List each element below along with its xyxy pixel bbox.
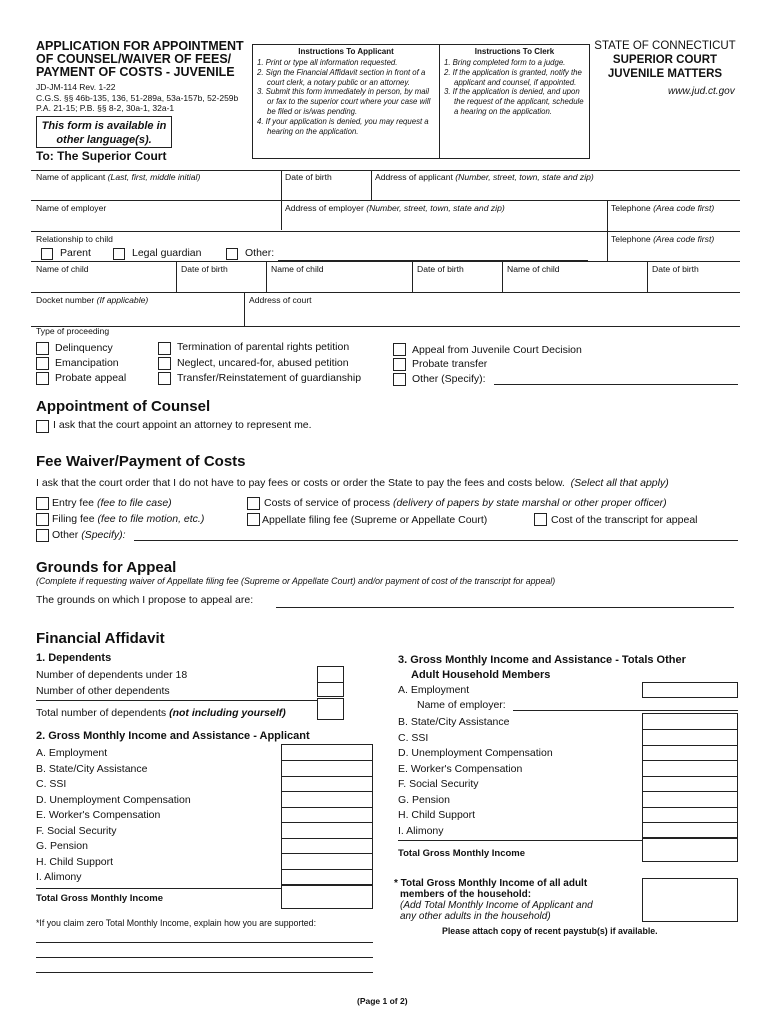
relationship-label: Relationship to child	[36, 234, 113, 244]
court-header	[592, 40, 738, 80]
emancipation-checkbox[interactable]	[36, 357, 49, 370]
fees-heading: Fee Waiver/Payment of Costs	[36, 453, 246, 470]
other-proceeding-checkbox[interactable]	[393, 373, 406, 386]
transfer-guardianship-checkbox[interactable]	[158, 372, 171, 385]
employer-info-input[interactable]	[36, 215, 736, 229]
fees-intro: I ask that the court order that I do not have to pay fees or costs or order the State to pay the fees and costs below. (Select all that apply)	[36, 477, 669, 489]
other-proceeding-input[interactable]	[494, 384, 738, 385]
household-employer-input[interactable]	[513, 710, 738, 711]
transcript-cost-checkbox[interactable]	[534, 513, 547, 526]
instructions-clerk-title: Instructions To Clerk	[474, 47, 555, 56]
applicant-income-title: 2. Gross Monthly Income and Assistance - Applicant	[36, 730, 310, 742]
instructions-applicant-item: 2. Sign the Financial Affidavit section in front of a court clerk, a notary public or an attorney.	[257, 67, 426, 87]
legal-guardian-checkbox[interactable]	[113, 248, 125, 260]
language-notice[interactable]	[36, 116, 172, 148]
other-relationship-label: Other:	[245, 247, 275, 259]
applicant-total-box[interactable]	[281, 885, 373, 909]
parent-checkbox[interactable]	[41, 248, 53, 260]
applicant-income-amounts[interactable]	[281, 744, 373, 885]
household-total-label: Total Gross Monthly Income	[398, 848, 526, 859]
all-adult-total-box[interactable]	[642, 878, 738, 922]
form-title-line-2: OF COUNSEL/WAIVER OF FEES/	[36, 52, 232, 66]
instructions-applicant	[252, 44, 440, 159]
instructions-applicant-title: Instructions To Applicant	[298, 47, 394, 56]
appellate-fee-checkbox[interactable]	[247, 513, 260, 526]
juvenile-appeal-label: Appeal from Juvenile Court Decision	[412, 344, 582, 356]
entry-fee-label: Entry fee (fee to file case)	[52, 497, 172, 509]
paystub-note: Please attach copy of recent paystub(s) if available.	[442, 926, 658, 936]
dependents-count-box[interactable]	[317, 666, 344, 697]
probate-appeal-label: Probate appeal	[55, 372, 127, 384]
income-item: C. SSI	[36, 778, 67, 790]
website[interactable]: www.jud.ct.gov	[668, 86, 735, 97]
household-income-title: 3. Gross Monthly Income and Assistance - Totals Other Adult Household Members	[398, 654, 686, 681]
telephone-label-2: Telephone (Area code first)	[611, 234, 715, 244]
language-notice-line-2: other language(s).	[56, 134, 152, 146]
other-relationship-checkbox[interactable]	[226, 248, 238, 260]
income-item: F. Social Security	[398, 778, 479, 790]
income-item: B. State/City Assistance	[398, 716, 510, 728]
other-fee-label: Other (Specify):	[52, 529, 126, 541]
support-explanation-line[interactable]	[36, 972, 373, 973]
emancipation-label: Emancipation	[55, 357, 119, 369]
filing-fee-label: Filing fee (fee to file motion, etc.)	[52, 513, 205, 525]
income-item: I. Alimony	[398, 824, 444, 837]
termination-checkbox[interactable]	[158, 342, 171, 355]
legal-guardian-label: Legal guardian	[132, 247, 202, 259]
court-name: SUPERIOR COURT	[612, 54, 718, 66]
filing-fee-checkbox[interactable]	[36, 513, 49, 526]
docket-court-input[interactable]	[36, 307, 736, 323]
instructions-clerk-item: 1. Bring completed form to a judge.	[444, 58, 566, 67]
household-employment-label: A. Employment	[398, 684, 470, 696]
applicant-info-input[interactable]	[36, 184, 736, 198]
grounds-prompt: The grounds on which I propose to appeal are:	[36, 594, 254, 606]
name-child-label: Name of child	[271, 264, 324, 274]
income-item: A. Employment	[36, 747, 108, 759]
grounds-input[interactable]	[276, 607, 734, 608]
instructions-clerk-item: 3. If the application is denied, and upon the request of the applicant, schedule a hearing on the application.	[444, 87, 584, 116]
income-item: D. Unemployment Compensation	[36, 793, 191, 806]
type-proceeding-label: Type of proceeding	[36, 326, 110, 336]
household-employment-box[interactable]	[642, 682, 738, 698]
income-item: I. Alimony	[36, 871, 82, 883]
telephone-label-1: Telephone (Area code first)	[611, 203, 715, 213]
other-fee-checkbox[interactable]	[36, 529, 49, 542]
child-dob-label: Date of birth	[181, 264, 228, 274]
appellate-fee-label: Appellate filing fee (Supreme or Appellate Court)	[262, 514, 488, 526]
appoint-attorney-label: I ask that the court appoint an attorney to represent me.	[53, 419, 312, 431]
statutes-line-1: C.G.S. §§ 46b-135, 136, 51-289a, 53a-157b, 52-259b	[36, 93, 239, 103]
parent-label: Parent	[60, 247, 91, 259]
probate-transfer-label: Probate transfer	[412, 358, 488, 370]
income-item: D. Unemployment Compensation	[398, 747, 553, 759]
grounds-note: (Complete if requesting waiver of Appellate filing fee (Supreme or Appellate Court) and/or payment of cost of the transcript for appeal)	[36, 576, 556, 586]
grounds-heading: Grounds for Appeal	[36, 559, 177, 576]
income-item: B. State/City Assistance	[36, 762, 148, 775]
termination-label: Termination of parental rights petition	[177, 341, 350, 353]
statutes-line-2: P.A. 21-15; P.B. §§ 8-2, 30a-1, 32a-1	[36, 103, 175, 113]
transcript-cost-label: Cost of the transcript for appeal	[551, 514, 698, 526]
neglect-checkbox[interactable]	[158, 357, 171, 370]
page-number: (Page 1 of 2)	[357, 996, 408, 1006]
form-title-line-3: PAYMENT OF COSTS - JUVENILE	[36, 65, 235, 79]
instructions-applicant-item: 1. Print or type all information requested.	[257, 58, 398, 67]
income-item: F. Social Security	[36, 824, 117, 837]
probate-appeal-checkbox[interactable]	[36, 372, 49, 385]
support-explanation-line[interactable]	[36, 942, 373, 943]
dob-label: Date of birth	[285, 172, 332, 182]
zero-income-note: *If you claim zero Total Monthly Income, explain how you are supported:	[36, 918, 317, 928]
other-proceeding-label: Other (Specify):	[412, 373, 486, 385]
instructions-applicant-item: 4. If your application is denied, you may request a hearing on the application.	[257, 116, 429, 136]
income-item: E. Worker's Compensation	[398, 762, 523, 775]
affidavit-heading: Financial Affidavit	[36, 630, 165, 647]
dep-total-label: Total number of dependents (not including yourself)	[36, 707, 286, 719]
instructions-clerk	[440, 44, 590, 159]
income-item: G. Pension	[36, 840, 88, 852]
income-item: H. Child Support	[398, 809, 476, 821]
form-number: JD-JM-114 Rev. 1-22	[36, 82, 116, 92]
child-dob-label: Date of birth	[652, 264, 699, 274]
instructions-clerk-item: 2. If the application is granted, notify the applicant and counsel, if appointed.	[444, 67, 582, 87]
address-applicant-label: Address of applicant (Number, street, town, state and zip)	[375, 172, 594, 182]
state-name: STATE OF CONNECTICUT	[594, 40, 736, 52]
entry-fee-checkbox[interactable]	[36, 497, 49, 510]
name-child-label: Name of child	[36, 264, 89, 274]
support-explanation-line[interactable]	[36, 957, 373, 958]
household-income-list	[398, 715, 553, 839]
juvenile-appeal-checkbox[interactable]	[393, 343, 406, 356]
docket-label: Docket number (If applicable)	[36, 295, 149, 305]
transfer-guardianship-label: Transfer/Reinstatement of guardianship	[177, 372, 362, 384]
to-court: To: The Superior Court	[36, 149, 167, 163]
language-notice-line-1: This form is available in	[41, 120, 167, 132]
service-costs-checkbox[interactable]	[247, 497, 260, 510]
income-item: E. Worker's Compensation	[36, 809, 161, 821]
income-item: H. Child Support	[36, 855, 114, 868]
all-adult-income-label: * Total Gross Monthly Income of all adult members of the household: (Add Total Monthly Income of Applicant and any other adults in the household)	[394, 878, 593, 922]
form-title	[36, 40, 244, 79]
household-income-amounts[interactable]	[642, 713, 738, 838]
applicant-income-list	[36, 746, 191, 886]
form-title-line-1: APPLICATION FOR APPOINTMENT	[36, 39, 244, 53]
address-court-label: Address of court	[249, 295, 312, 305]
income-item: G. Pension	[398, 793, 450, 806]
dependents-title: 1. Dependents	[36, 652, 112, 664]
probate-transfer-checkbox[interactable]	[393, 358, 406, 371]
applicant-total-label: Total Gross Monthly Income	[36, 893, 164, 904]
household-total-box[interactable]	[642, 838, 738, 862]
name-employer-label: Name of employer	[36, 203, 107, 213]
household-employer-label: Name of employer:	[417, 699, 506, 711]
delinquency-label: Delinquency	[55, 342, 113, 354]
appoint-attorney-checkbox[interactable]	[36, 420, 49, 433]
child-dob-label: Date of birth	[417, 264, 464, 274]
dependents-total-box[interactable]	[317, 698, 344, 720]
delinquency-checkbox[interactable]	[36, 342, 49, 355]
other-fee-input[interactable]	[134, 540, 738, 541]
dep-other-label: Number of other dependents	[36, 685, 170, 697]
counsel-heading: Appointment of Counsel	[36, 398, 211, 415]
name-applicant-label: Name of applicant (Last, first, middle initial)	[36, 172, 201, 182]
instructions-applicant-item: 3. Submit this form immediately in person, by mail or fax to the superior court where your case will be filed or is/was pending.	[257, 87, 431, 116]
dep-under-18-label: Number of dependents under 18	[36, 669, 188, 681]
neglect-label: Neglect, uncared-for, abused petition	[177, 357, 349, 369]
court-division: JUVENILE MATTERS	[607, 68, 723, 80]
address-employer-label: Address of employer (Number, street, town, state and zip)	[285, 203, 505, 213]
service-costs-label: Costs of service of process (delivery of papers by state marshal or other proper officer)	[264, 497, 667, 509]
income-item: C. SSI	[398, 731, 429, 744]
name-child-label: Name of child	[507, 264, 560, 274]
